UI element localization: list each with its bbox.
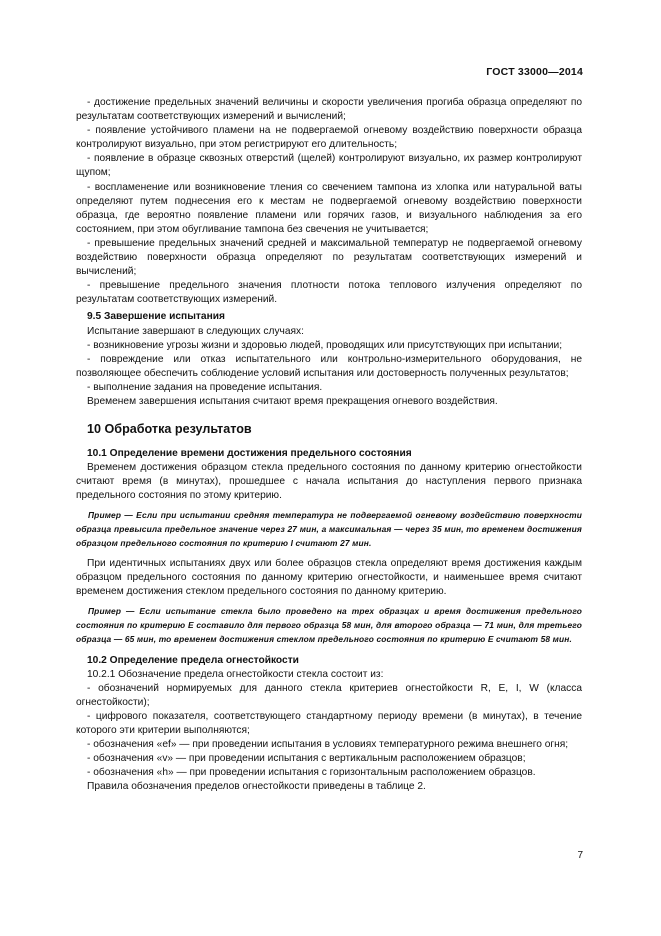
section-heading-9-5: 9.5 Завершение испытания <box>87 311 225 323</box>
section-heading-10-1: 10.1 Определение времени достижения предельного состояния <box>87 448 412 460</box>
paragraph: При идентичных испытаниях двух или более образцов стекла определяют время достижения каждым образцом предельного состояния по данному критерию огнестойкости, и наименьшее время считают временем достижения стеклом предельного состояния по данному критерию. <box>76 557 582 598</box>
example-note: Пример — Если при испытании средняя температура не подвергаемой огневому воздействию поверхности образца превысила предельное значение через 27 мин, а максимальная — через 35 мин, то временем достижения образцом предельного состояния по критерию I считают 27 мин. <box>76 510 582 549</box>
list-item: - появление в образце сквозных отверстий (щелей) контролируют визуально, их размер контролируют щупом; <box>76 153 582 179</box>
list-item: - обозначений нормируемых для данного стекла критериев огнестойкости R, E, I, W (класса огнестойкости); <box>76 682 582 708</box>
page-content <box>76 96 582 794</box>
list-item: - превышение предельных значений средней и максимальной температур не подвергаемой огневому воздействию поверхности образца определяют по результатам соответствующих измерений и вычислений; <box>76 237 582 278</box>
list-item: - повреждение или отказ испытательного или контрольно-измерительного оборудования, не позволяющее обеспечить соблюдение условий испытания или достоверность полученных результатов; <box>76 353 582 379</box>
paragraph: 10.2.1 Обозначение предела огнестойкости стекла состоит из: <box>87 668 384 680</box>
paragraph: Временем достижения образцом стекла предельного состояния по данному критерию огнестойкости считают время (в минутах), прошедшее с начала испытания до наступления первого признака предельного состояния по этому критерию. <box>76 462 582 502</box>
list-item: - обозначения «ef» — при проведении испытания в условиях температурного режима внешнего огня; <box>87 739 569 751</box>
paragraph: Правила обозначения пределов огнестойкости приведены в таблице 2. <box>87 781 426 793</box>
example-note: Пример — Если испытание стекла было проведено на трех образцах и время достижения предельного состояния по критерию E составило для первого образца 58 мин, для второго образца — 71 мин, для третьего образца — 65 мин, то временем достижения стеклом предельного состояния по критерию E считают 58 мин. <box>76 606 582 644</box>
list-item: - обозначения «h» — при проведении испытания с горизонтальным расположением образцов. <box>87 767 536 779</box>
section-heading-10: 10 Обработка результатов <box>87 422 252 437</box>
list-item: - воспламенение или возникновение тления со свечением тампона из хлопка или натуральной ваты определяют путем поднесения его к местам не подвергаемой огневому воздействию поверхности образца, где вероятно появление пламени или горячих газов, и визуального наблюдения за его состоянием, при этом обугливание тампона без свечения не учитывается; <box>76 181 582 235</box>
list-item: - обозначения «v» — при проведении испытания с вертикальным расположением образцов; <box>87 753 526 765</box>
list-item: - возникновение угрозы жизни и здоровью людей, проводящих или присутствующих при испытании; <box>87 339 563 351</box>
list-item: - цифрового показателя, соответствующего стандартному периоду времени (в минутах), в течение которого эти критерии выполняются; <box>76 710 582 736</box>
list-item: - достижение предельных значений величины и скорости увеличения прогиба образца определяют по результатам соответствующих измерений и вычислений; <box>76 97 582 123</box>
section-heading-10-2: 10.2 Определение предела огнестойкости <box>87 654 299 666</box>
list-item: - выполнение задания на проведение испытания. <box>87 381 323 393</box>
standard-header: ГОСТ 33000—2014 <box>486 66 583 78</box>
paragraph: Испытание завершают в следующих случаях: <box>87 325 304 337</box>
list-item: - превышение предельного значения плотности потока теплового излучения определяют по результатам соответствующих измерений. <box>76 280 582 306</box>
paragraph: Временем завершения испытания считают время прекращения огневого воздействия. <box>87 395 498 407</box>
page-number: 7 <box>577 850 583 861</box>
list-item: - появление устойчивого пламени на не подвергаемой огневому воздействию поверхности образца контролируют визуально, при этом регистрируют его длительность; <box>76 125 582 151</box>
